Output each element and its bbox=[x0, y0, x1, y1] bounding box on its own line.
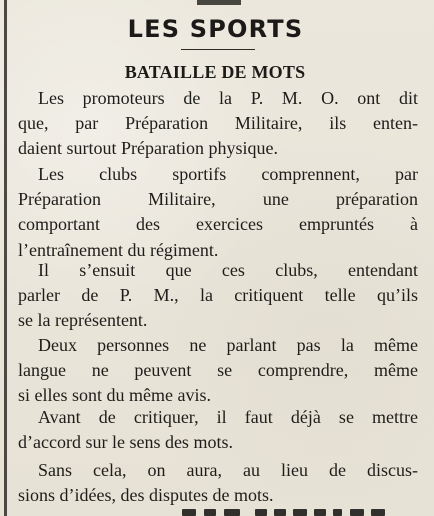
top-print-mark bbox=[197, 0, 241, 5]
paragraph-line: daient surtout Préparation physique. bbox=[18, 138, 278, 159]
paragraph-6 bbox=[18, 458, 418, 508]
paragraph-line: langue ne peuvent se comprendre, même bbox=[18, 360, 418, 381]
article-title: BATAILLE DE MOTS bbox=[124, 62, 306, 82]
paragraph-line: Préparation Militaire, une préparation bbox=[18, 189, 418, 210]
paragraph-line: Avant de critiquer, il faut déjà se mettre bbox=[38, 407, 418, 427]
paragraph-line: Il s’ensuit que ces clubs, entendant bbox=[38, 260, 418, 280]
paragraph-line: Deux personnes ne parlant pas la même bbox=[38, 335, 418, 355]
paragraph-line: d’accord sur le sens des mots. bbox=[18, 432, 233, 453]
paragraph-line: que, par Préparation Militaire, ils enten- bbox=[18, 113, 418, 134]
paragraph-line: sions d’idées, des disputes de mots. bbox=[18, 485, 274, 506]
column-rule bbox=[4, 0, 7, 516]
paragraph-4 bbox=[18, 333, 418, 409]
cut-off-heading-fragment bbox=[182, 506, 392, 516]
title-rule bbox=[181, 49, 255, 50]
paragraph-line: parler de P. M., la critiquent telle qu’ils bbox=[18, 285, 418, 306]
paragraph-line: l’entraînement du régiment. bbox=[18, 239, 219, 260]
paragraph-3 bbox=[18, 258, 418, 334]
section-title: LES SPORTS bbox=[127, 15, 304, 43]
paragraph-line: Les promoteurs de la P. M. O. ont dit bbox=[38, 88, 418, 108]
paragraph-1 bbox=[18, 86, 418, 162]
paragraph-2 bbox=[18, 162, 418, 263]
paragraph-line: Les clubs sportifs comprennent, par bbox=[38, 164, 418, 184]
paragraph-5 bbox=[18, 405, 418, 455]
paragraph-line: se la représentent. bbox=[18, 310, 148, 331]
paragraph-line: comportant des exercices empruntés à bbox=[18, 214, 418, 235]
paragraph-line: si elles sont du même avis. bbox=[18, 385, 211, 406]
paragraph-line: Sans cela, on aura, au lieu de discus- bbox=[38, 460, 418, 480]
